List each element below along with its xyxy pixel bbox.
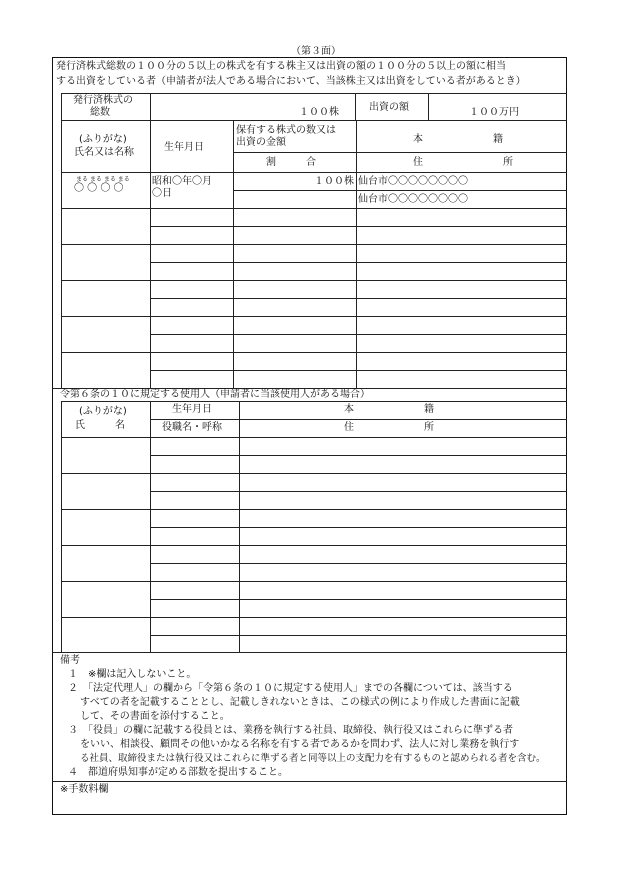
emp-col-title: 役職名・呼称: [162, 422, 222, 433]
row1-birth-2: 〇日: [152, 188, 172, 199]
note-2c: して、その書面を添付すること。: [80, 711, 230, 722]
total-shares-label-2: 総数: [90, 107, 110, 118]
emp-col-name: 氏 名: [75, 420, 125, 431]
total-shares-value: １００株: [299, 107, 339, 118]
col-shares-1: 保有する株式の数又は: [236, 125, 336, 136]
row1-birth-1: 昭和〇年〇月: [152, 176, 212, 187]
emp-col-furigana: (ふりがな): [79, 406, 127, 417]
notes-title: 備考: [60, 655, 80, 666]
shareholders-header-line2: する出資をしている者（申請者が法人である場合において、当該株主又は出資をしている者があるとき）: [56, 76, 526, 87]
fee-label: ※手数料欄: [60, 784, 109, 795]
col-birth: 生年月日: [164, 142, 204, 153]
emp-col-address: 住 所: [344, 422, 434, 433]
emp-col-birth: 生年月日: [172, 404, 212, 415]
col-name: 氏名又は名称: [74, 147, 134, 158]
capital-label: 出資の額: [369, 102, 409, 113]
note-3b: をいい、相談役、顧問その他いかなる名称を有する者であるかを問わず、法人に対し業務を執行す: [80, 739, 520, 750]
row1-address: 仙台市〇〇〇〇〇〇〇〇: [358, 194, 468, 205]
shareholders-header-line1: 発行済株式総数の１００分の５以上の株式を有する株主又は出資の額の１００分の５以上の額に相当: [56, 61, 506, 72]
col-domicile: 本 籍: [413, 134, 503, 145]
col-furigana: (ふりがな): [79, 134, 127, 145]
employees-header: 令第６条の１０に規定する使用人（申請者に当該使用人がある場合）: [60, 389, 370, 400]
emp-col-domicile: 本 籍: [344, 404, 434, 415]
total-shares-label-1: 発行済株式の: [73, 95, 133, 106]
col-shares-2: 出資の金額: [236, 137, 286, 148]
col-address: 住 所: [413, 157, 513, 168]
note-3a: ３ 「役員」の欄に記載する役員とは、業務を執行する社員、取締役、執行役又はこれらに準ずる者: [68, 725, 513, 736]
row1-name: 〇 〇 〇 〇: [74, 183, 124, 194]
col-ratio: 割 合: [266, 157, 316, 168]
note-1: １ ※欄は記入しないこと。: [68, 669, 197, 680]
row1-shares: １００株: [314, 176, 354, 187]
note-2a: ２ 「法定代理人」の欄から「令第６条の１０に規定する使用人」までの各欄については、該当する: [68, 683, 513, 694]
row1-ruby: まる まる まる まる: [76, 176, 130, 183]
note-4: ４ 都道府県知事が定める部数を提出すること。: [68, 767, 288, 778]
note-2b: すべての者を記載することとし、記載しきれないときは、この様式の例により作成した書面に記載: [80, 697, 520, 708]
capital-value: １００万円: [469, 107, 519, 118]
fee-field[interactable]: [53, 797, 565, 813]
page-label: （第３面）: [291, 46, 341, 57]
note-3c: る社員、取締役または執行役又はこれらに準ずる者と同等以上の支配力を有するものと認められる者を含む。: [80, 753, 546, 764]
row1-domicile: 仙台市〇〇〇〇〇〇〇〇: [358, 176, 468, 187]
